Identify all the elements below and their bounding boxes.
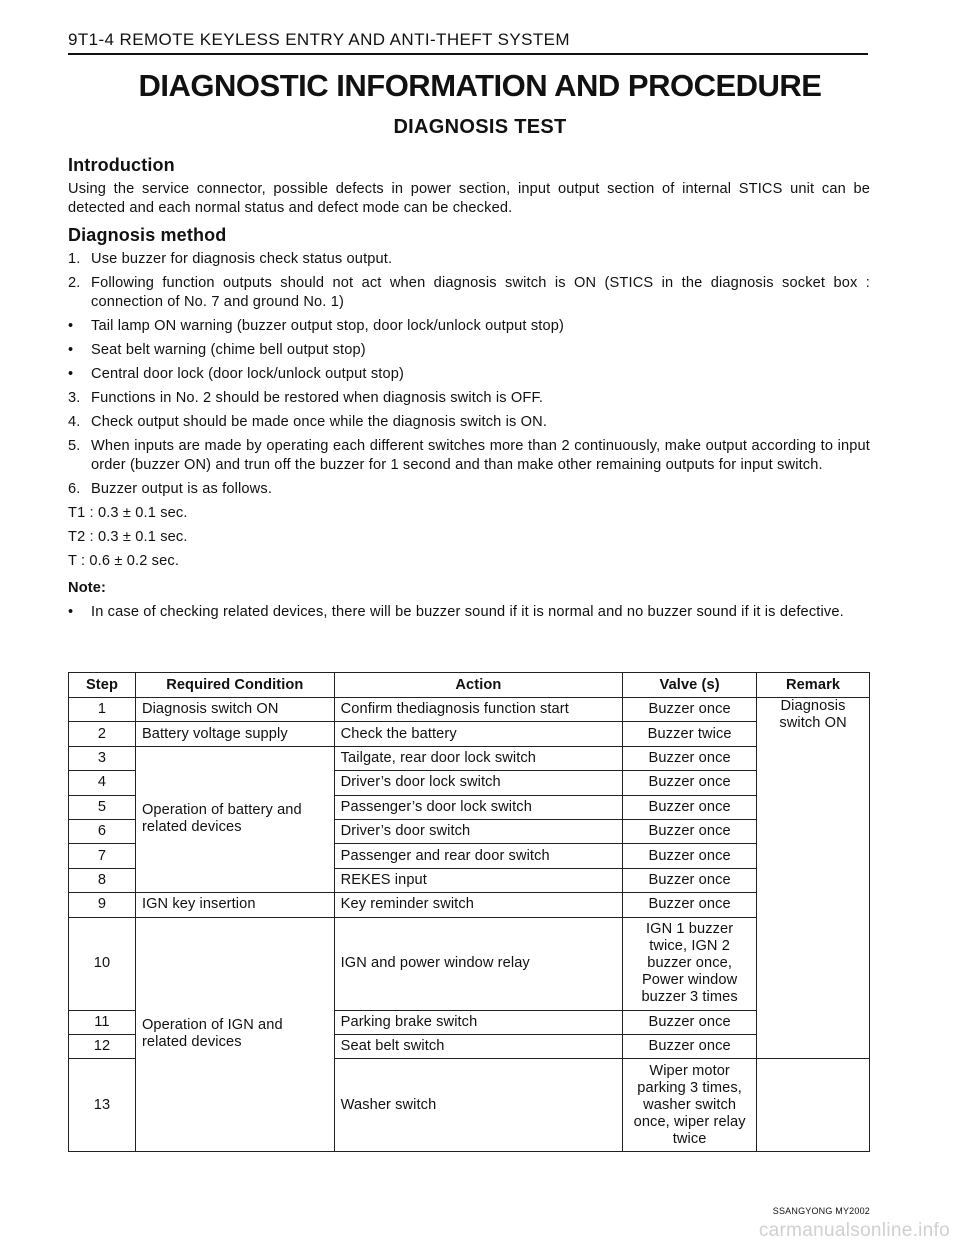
note-label: Note: [68,580,107,596]
item-text: Buzzer output is as follows. [91,481,273,497]
action-cell: Parking brake switch [334,1010,623,1034]
value-line: Power window [641,972,738,989]
action-cell: Driver’s door lock switch [334,771,623,795]
action-cell: REKES input [334,868,623,892]
item-text: When inputs are made by operating each different switches more than 2 continuously, make output according to input order (buzzer ON) and trun off the buzzer for 1 second and than make other remaining outputs for input switch. [91,438,870,473]
condition-line: related devices [141,1034,242,1051]
step-cell: 8 [69,868,136,892]
introduction-text: Using the service connector, possible defects in power section, input output section of internal STICS unit can be detected and each normal status and defect mode can be checked. [68,181,870,216]
condition-cell [135,746,334,892]
value-cell: Buzzer once [623,771,757,795]
value-cell: Buzzer once [623,1034,757,1058]
method-item [68,389,870,408]
note-text: In case of checking related devices, there will be buzzer sound if it is normal and no buzzer sound if it is defective. [91,604,844,620]
method-list [68,250,870,499]
header-rule [68,53,868,55]
value-cell: Buzzer once [623,795,757,819]
item-marker: 3. [68,390,81,406]
action-cell: Passenger and rear door switch [334,844,623,868]
step-cell: 11 [69,1010,136,1034]
value-cell: Buzzer once [623,868,757,892]
value-line: buzzer once, [647,955,732,972]
action-cell: Passenger’s door lock switch [334,795,623,819]
action-cell: IGN and power window relay [334,917,623,1010]
value-cell: Buzzer once [623,746,757,770]
step-cell: 9 [69,893,136,917]
step-cell: 1 [69,698,136,722]
method-item [68,480,870,499]
item-text: Seat belt warning (chime bell output stop) [91,342,366,358]
table-header-row [69,673,870,698]
timing-t2: T2 : 0.3 ± 0.1 sec. [68,529,188,545]
timing-t: T : 0.6 ± 0.2 sec. [68,553,180,569]
note-item [68,603,870,622]
condition-line: related devices [141,819,242,836]
running-header: 9T1-4 REMOTE KEYLESS ENTRY AND ANTI-THEFT SYSTEM [68,30,570,49]
table-row [69,698,870,722]
value-line: buzzer 3 times [641,989,738,1006]
action-cell: Check the battery [334,722,623,746]
method-item [68,365,870,384]
value-line: washer switch [643,1096,737,1113]
remark-cell-empty [757,1059,870,1152]
method-item [68,437,870,475]
step-cell: 13 [69,1059,136,1152]
item-text: Following function outputs should not act when diagnosis switch is ON (STICS in the diagnosis socket box : connection of No. 7 and ground No. 1) [91,275,870,310]
method-item [68,274,870,312]
value-cell [623,1059,757,1152]
header-condition: Required Condition [135,673,334,698]
table-row [69,917,870,1010]
condition-cell: Battery voltage supply [135,722,334,746]
diagnosis-table [68,672,870,1152]
item-marker: 5. [68,438,81,454]
remark-line: switch ON [779,715,847,731]
item-text: Functions in No. 2 should be restored when diagnosis switch is OFF. [91,390,544,406]
table-row [69,722,870,746]
introduction-heading: Introduction [68,155,175,175]
action-cell: Key reminder switch [334,893,623,917]
value-line: twice [672,1130,707,1147]
action-cell: Tailgate, rear door lock switch [334,746,623,770]
value-line: once, wiper relay [633,1113,746,1130]
method-item [68,413,870,432]
value-cell: Buzzer twice [623,722,757,746]
action-cell: Washer switch [334,1059,623,1152]
step-cell: 10 [69,917,136,1010]
value-cell: Buzzer once [623,698,757,722]
header-action: Action [334,673,623,698]
footer-code: SSANGYONG MY2002 [772,1206,870,1216]
timing-t1: T1 : 0.3 ± 0.1 sec. [68,505,188,521]
step-cell: 12 [69,1034,136,1058]
section-subtitle: DIAGNOSIS TEST [393,116,567,138]
item-text: Check output should be made once while the diagnosis switch is ON. [91,414,548,430]
condition-cell: IGN key insertion [135,893,334,917]
method-heading: Diagnosis method [68,225,227,245]
step-cell: 3 [69,746,136,770]
item-marker: 2. [68,275,81,291]
item-marker: • [68,318,74,334]
value-cell: Buzzer once [623,819,757,843]
remark-line: Diagnosis [780,698,846,714]
header-value: Valve (s) [623,673,757,698]
step-cell: 6 [69,819,136,843]
table-row [69,893,870,917]
method-item [68,317,870,336]
condition-cell: Diagnosis switch ON [135,698,334,722]
item-marker: 6. [68,481,81,497]
header-step: Step [69,673,136,698]
step-cell: 4 [69,771,136,795]
item-marker: 1. [68,251,81,267]
table-row [69,746,870,770]
step-cell: 2 [69,722,136,746]
header-remark: Remark [757,673,870,698]
action-cell: Driver’s door switch [334,819,623,843]
condition-cell [135,917,334,1152]
value-line: Wiper motor [649,1062,730,1079]
item-text: Use buzzer for diagnosis check status output. [91,251,393,267]
action-cell: Seat belt switch [334,1034,623,1058]
page-title: DIAGNOSTIC INFORMATION AND PROCEDURE [138,68,822,103]
value-cell: Buzzer once [623,844,757,868]
condition-line: Operation of battery and [141,802,302,819]
value-line: IGN 1 buzzer [646,921,734,938]
method-item [68,341,870,360]
step-cell: 5 [69,795,136,819]
watermark-link[interactable]: carmanualsonline.info [758,1220,950,1241]
action-cell: Confirm thediagnosis function start [334,698,623,722]
item-text: Tail lamp ON warning (buzzer output stop, door lock/unlock output stop) [91,318,565,334]
value-cell [623,917,757,1010]
value-cell: Buzzer once [623,1010,757,1034]
item-marker: 4. [68,414,81,430]
body-content [68,154,870,627]
value-cell: Buzzer once [623,893,757,917]
item-marker: • [68,366,74,382]
condition-line: Operation of IGN and [141,1017,283,1034]
item-marker: • [68,342,74,358]
item-text: Central door lock (door lock/unlock output stop) [91,366,405,382]
note-marker: • [68,604,74,620]
value-line: parking 3 times, [637,1079,742,1096]
method-item [68,250,870,269]
remark-cell [757,698,870,1059]
step-cell: 7 [69,844,136,868]
value-line: twice, IGN 2 [649,938,730,955]
